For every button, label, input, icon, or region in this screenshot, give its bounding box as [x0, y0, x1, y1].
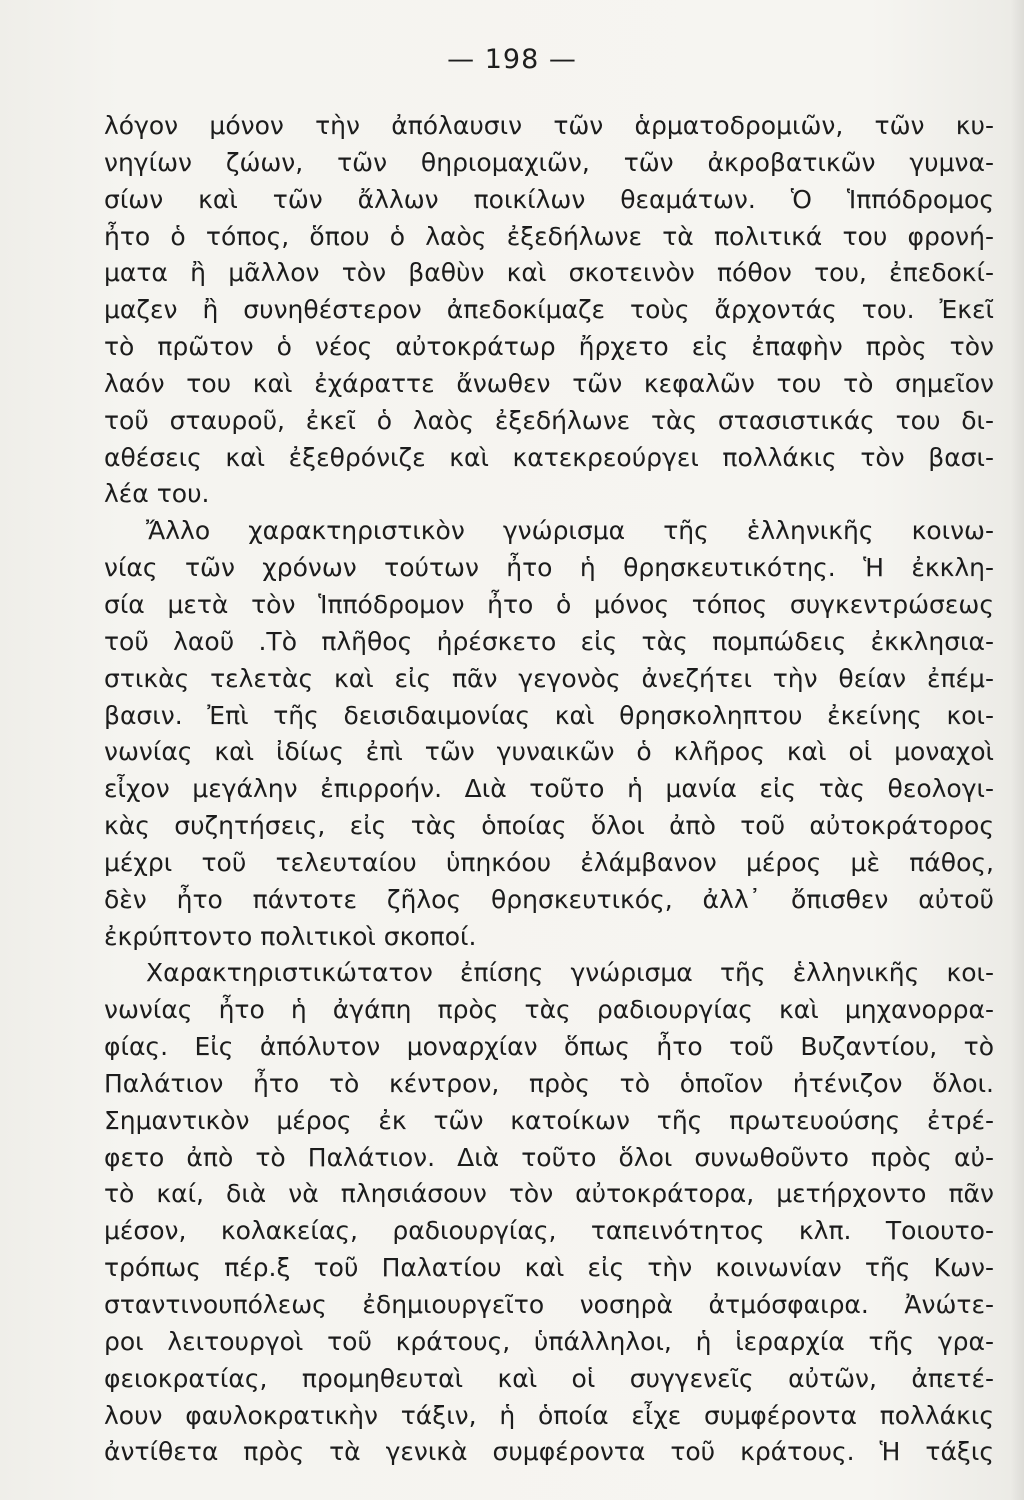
text-line: μαζεν ἢ συνηθέστερον ἀπεδοκίμαζε τοὺς ἄρχοντάς του. Ἐκεῖ: [104, 295, 994, 325]
text-line: τὸ καί, διὰ νὰ πλησιάσουν τὸν αὐτοκράτορα, μετήρχοντο πᾶν: [104, 1179, 994, 1209]
text-line: λουν φαυλοκρατικὴν τάξιν, ἡ ὁποία εἶχε συμφέροντα πολλάκις: [104, 1400, 994, 1430]
text-line: Σημαντικὸν μέρος ἐκ τῶν κατοίκων τῆς πρωτευούσης ἐτρέ-: [104, 1105, 994, 1135]
page-number: — 198 —: [447, 44, 577, 75]
text-line: τὸ πρῶτον ὁ νέος αὐτοκράτωρ ἤρχετο εἰς ἐπαφὴν πρὸς τὸν: [104, 332, 994, 362]
text-line: ματα ἢ μᾶλλον τὸν βαθὺν καὶ σκοτεινὸν πόθον του, ἐπεδοκί-: [104, 258, 994, 288]
text-line: ροι λειτουργοὶ τοῦ κράτους, ὑπάλληλοι, ἡ ἱεραρχία τῆς γρα-: [104, 1326, 994, 1356]
text-line: νηγίων ζώων, τῶν θηριομαχιῶν, τῶν ἀκροβατικῶν γυμνα-: [104, 147, 994, 177]
text-line: λόγον μόνον τὴν ἀπόλαυσιν τῶν ἁρματοδρομιῶν, τῶν κυ-: [104, 111, 994, 140]
text-line: στικὰς τελετὰς καὶ εἰς πᾶν γεγονὸς ἀνεζήτει τὴν θείαν ἐπέμ-: [104, 663, 994, 693]
text-line: Παλάτιον ἦτο τὸ κέντρον, πρὸς τὸ ὁποῖον ἠτένιζον ὅλοι.: [104, 1068, 994, 1098]
text-line: μέσον, κολακείας, ραδιουργίας, ταπεινότητος κλπ. Τοιουτο-: [104, 1216, 994, 1246]
text-line: Χαρακτηριστικώτατον ἐπίσης γνώρισμα τῆς ἑλληνικῆς κοι-: [146, 958, 994, 988]
text-line: Ἄλλο χαρακτηριστικὸν γνώρισμα τῆς ἑλληνικῆς κοινω-: [146, 516, 994, 546]
text-line: φετο ἀπὸ τὸ Παλάτιον. Διὰ τοῦτο ὅλοι συνωθοῦντο πρὸς αὐ-: [104, 1142, 994, 1172]
text-line: σία μετὰ τὸν Ἱππόδρομον ἦτο ὁ μόνος τόπος συγκεντρώσεως: [104, 589, 994, 619]
text-line: εἶχον μεγάλην ἐπιρροήν. Διὰ τοῦτο ἡ μανία εἰς τὰς θεολογι-: [104, 774, 994, 804]
text-line: φειοκρατίας, προμηθευταὶ καὶ οἱ συγγενεῖς αὐτῶν, ἀπετέ-: [104, 1363, 994, 1393]
text-line: τοῦ λαοῦ .Τὸ πλῆθος ἠρέσκετο εἰς τὰς πομπώδεις ἐκκλησια-: [104, 626, 994, 656]
text-line: φίας. Εἰς ἀπόλυτον μοναρχίαν ὅπως ἦτο τοῦ Βυζαντίου, τὸ: [104, 1032, 994, 1062]
text-line: τοῦ σταυροῦ, ἐκεῖ ὁ λαὸς ἐξεδήλωνε τὰς στασιστικάς του δι-: [104, 405, 994, 435]
text-line: κὰς συζητήσεις, εἰς τὰς ὁποίας ὅλοι ἀπὸ τοῦ αὐτοκράτορος: [104, 811, 994, 841]
text-line: νωνίας ἦτο ἡ ἀγάπη πρὸς τὰς ραδιουργίας καὶ μηχανορρα-: [104, 995, 994, 1025]
text-line: νωνίας καὶ ἰδίως ἐπὶ τῶν γυναικῶν ὁ κλῆρος καὶ οἱ μοναχοὶ: [104, 737, 994, 767]
text-line: τρόπως πέρ.ξ τοῦ Παλατίου καὶ εἰς τὴν κοινωνίαν τῆς Κων-: [104, 1253, 994, 1283]
text-line: σίων καὶ τῶν ἄλλων ποικίλων θεαμάτων. Ὁ Ἱππόδρομος: [104, 184, 994, 214]
text-line: βασιν. Ἐπὶ τῆς δεισιδαιμονίας καὶ θρησκοληπτου ἐκείνης κοι-: [104, 700, 994, 730]
text-line: μέχρι τοῦ τελευταίου ὑπηκόου ἐλάμβανον μέρος μὲ πάθος,: [104, 847, 994, 877]
page-edge-shadow: [1010, 0, 1024, 1500]
body-text: [104, 108, 994, 1471]
text-line: ἦτο ὁ τόπος, ὅπου ὁ λαὸς ἐξεδήλωνε τὰ πολιτικά του φρονή-: [104, 221, 994, 251]
text-line: νίας τῶν χρόνων τούτων ἦτο ἡ θρησκευτικότης. Ἡ ἐκκλη-: [104, 553, 994, 583]
text-line: ἐκρύπτοντο πολιτικοὶ σκοποί.: [104, 921, 477, 951]
text-line: δὲν ἦτο πάντοτε ζῆλος θρησκευτικός, ἀλλ᾽ ὄπισθεν αὐτοῦ: [104, 884, 994, 914]
text-line: λέα του.: [104, 479, 210, 509]
text-line: σταντινουπόλεως ἐδημιουργεῖτο νοσηρὰ ἀτμόσφαιρα. Ἀνώτε-: [104, 1290, 994, 1319]
text-line: αθέσεις καὶ ἐξεθρόνιζε καὶ κατεκρεούργει πολλάκις τὸν βασι-: [104, 442, 994, 472]
text-line: λαόν του καὶ ἐχάραττε ἄνωθεν τῶν κεφαλῶν του τὸ σημεῖον: [104, 368, 994, 398]
text-line: ἀντίθετα πρὸς τὰ γενικὰ συμφέροντα τοῦ κράτους. Ἡ τάξις: [104, 1437, 994, 1467]
